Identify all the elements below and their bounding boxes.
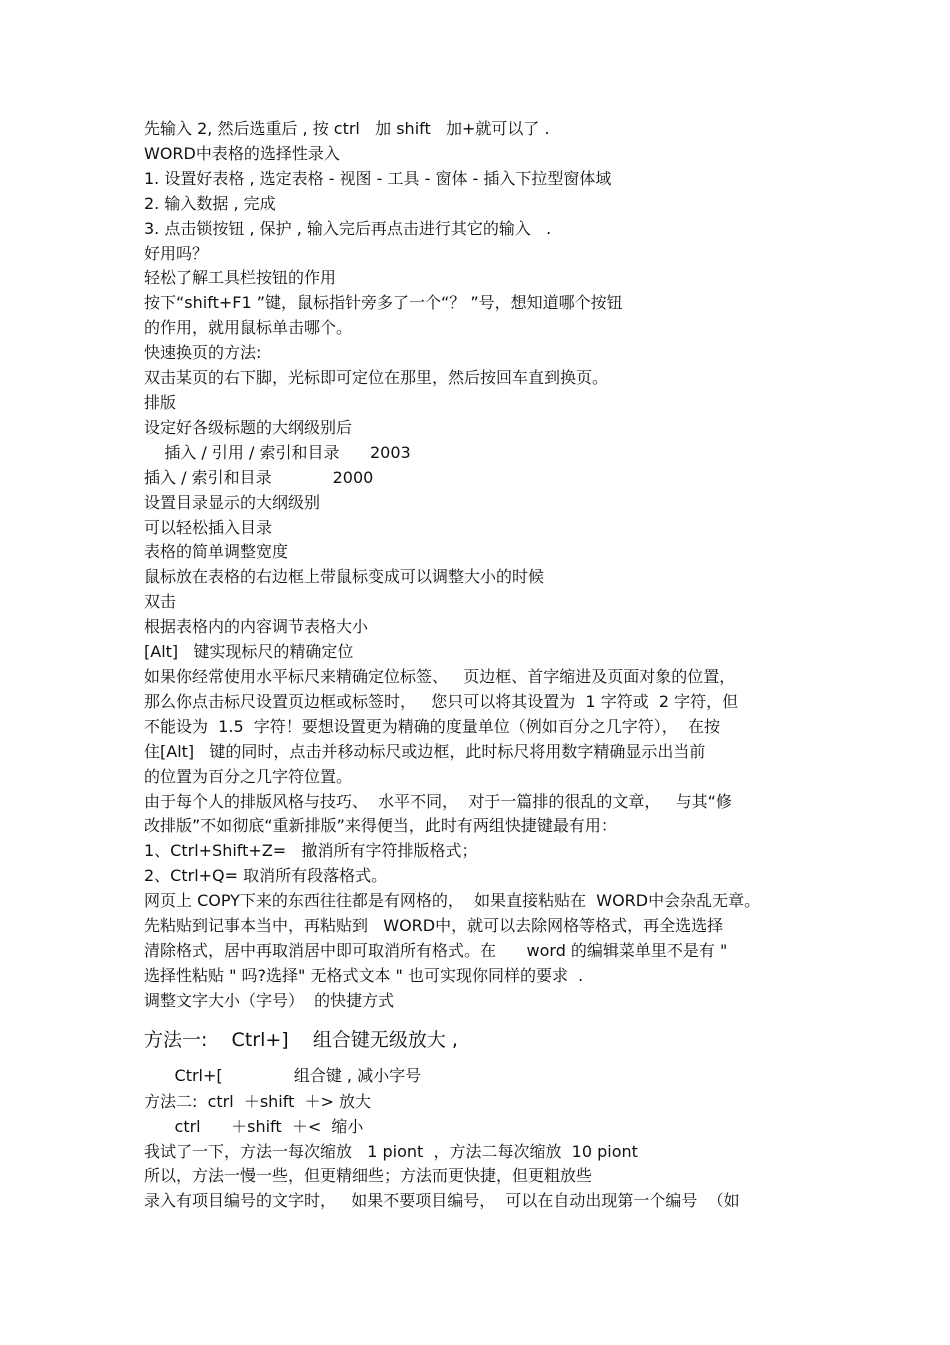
- text-line: 设置目录显示的大纲级别: [144, 493, 321, 512]
- text-line: 双击某页的右下脚，光标即可定位在那里，然后按回车直到换页。: [144, 368, 609, 387]
- text-line: ctrl ＋shift ＋< 缩小: [144, 1117, 364, 1136]
- section-heading: [Alt] 键实现标尺的精确定位: [144, 642, 354, 661]
- text-line: 网页上 COPY下来的东西往往都是有网格的， 如果直接粘贴在 WORD中会杂乱无章。: [144, 891, 761, 910]
- text-line: Ctrl+[ 组合键 , 减小字号: [144, 1066, 422, 1085]
- section-heading: 调整文字大小（字号） 的快捷方式: [144, 991, 395, 1010]
- text-line: 鼠标放在表格的右边框上带鼠标变成可以调整大小的时候: [144, 567, 545, 586]
- text-line: 录入有项目编号的文字时， 如果不要项目编号， 可以在自动出现第一个编号 （如: [144, 1191, 740, 1210]
- section-heading: 排版: [144, 393, 177, 412]
- section-heading: 表格的简单调整宽度: [144, 542, 289, 561]
- text-line: 住[Alt] 键的同时，点击并移动标尺或边框，此时标尺将用数字精确显示出当前: [144, 742, 706, 761]
- text-line: 好用吗？: [144, 244, 209, 263]
- text-line: 清除格式，居中再取消居中即可取消所有格式。在 word 的编辑菜单里不是有 ": [144, 941, 728, 960]
- text-line: WORD中表格的选择性录入: [144, 144, 340, 163]
- text-line: 按下“shift+F1 ”键，鼠标指针旁多了一个“？ ”号，想知道哪个按钮: [144, 293, 623, 312]
- text-line: 那么你点击标尺设置页边框或标签时， 您只可以将其设置为 1 字符或 2 字符，但: [144, 692, 739, 711]
- text-line: 由于每个人的排版风格与技巧、 水平不同， 对于一篇排的很乱的文章， 与其“修: [144, 792, 732, 811]
- text-line: 根据表格内的内容调节表格大小: [144, 617, 369, 636]
- text-line: 我试了一下，方法一每次缩放 1 piont ，方法二每次缩放 10 piont: [144, 1142, 638, 1161]
- section-heading: 快速换页的方法:: [144, 343, 262, 362]
- text-line: 1、Ctrl+Shift+Z= 撤消所有字符排版格式；: [144, 841, 478, 860]
- text-line: 的位置为百分之几字符位置。: [144, 767, 353, 786]
- text-line: 1. 设置好表格 , 选定表格 - 视图 - 工具 - 窗体 - 插入下拉型窗体域: [144, 169, 612, 188]
- text-line: 方法二: ctrl ＋shift ＋> 放大: [144, 1092, 372, 1111]
- text-line: 选择性粘贴 " 吗?选择" 无格式文本 " 也可实现你同样的要求 .: [144, 966, 584, 985]
- text-line: 插入 / 索引和目录 2000: [144, 468, 374, 487]
- text-line: 不能设为 1.5 字符！要想设置更为精确的度量单位（例如百分之几字符）， 在按: [144, 717, 720, 736]
- text-line: 如果你经常使用水平标尺来精确定位标签、 页边框、首字缩进及页面对象的位置，: [144, 667, 736, 686]
- text-line: 插入 / 引用 / 索引和目录 2003: [144, 443, 411, 462]
- text-line: 先输入 2, 然后选重后 , 按 ctrl 加 shift 加+就可以了 .: [144, 119, 550, 138]
- text-line: 3. 点击锁按钮 , 保护 , 输入完后再点击进行其它的输入 .: [144, 219, 552, 238]
- text-line: 先粘贴到记事本当中，再粘贴到 WORD中，就可以去除网格等格式，再全选选择: [144, 916, 724, 935]
- text-line: 改排版”不如彻底“重新排版”来得便当，此时有两组快捷键最有用：: [144, 816, 617, 835]
- text-line: 双击: [144, 592, 177, 611]
- text-line: 可以轻松插入目录: [144, 518, 273, 537]
- text-line: 设定好各级标题的大纲级别后: [144, 418, 353, 437]
- text-line: 2. 输入数据 , 完成: [144, 194, 276, 213]
- section-heading: 轻松了解工具栏按钮的作用: [144, 268, 337, 287]
- text-line-large: 方法一: Ctrl+] 组合键无级放大 ,: [144, 1029, 458, 1051]
- text-line: 2、Ctrl+Q= 取消所有段落格式。: [144, 866, 388, 885]
- text-line: 所以，方法一慢一些，但更精细些；方法而更快捷，但更粗放些: [144, 1166, 593, 1185]
- text-line: 的作用，就用鼠标单击哪个。: [144, 318, 353, 337]
